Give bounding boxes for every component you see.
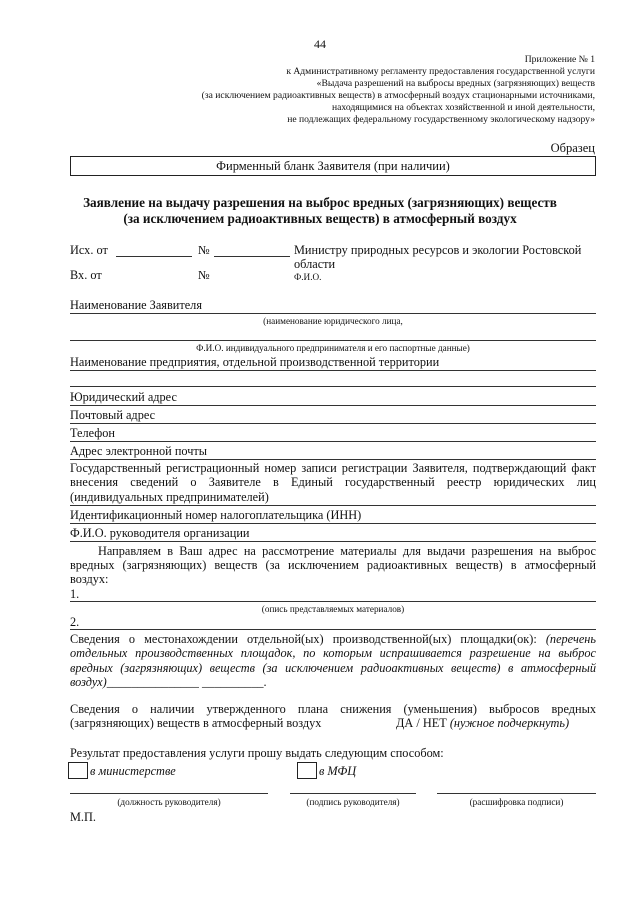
email-line[interactable] bbox=[70, 459, 596, 460]
page-number: 44 bbox=[314, 37, 326, 51]
director-line[interactable] bbox=[70, 541, 596, 542]
location-tail-italic: воздух) bbox=[70, 675, 107, 689]
materials-item-1: 1. bbox=[70, 587, 80, 601]
outgoing-date-line[interactable] bbox=[116, 256, 192, 257]
plan-text-line2: (загрязняющих) веществ в атмосферный воздух bbox=[70, 716, 322, 730]
outgoing-label: Исх. от bbox=[70, 243, 108, 257]
materials-item-2: 2. bbox=[70, 615, 80, 629]
location-text bbox=[70, 632, 596, 675]
decoding-hint: (расшифровка подписи) bbox=[469, 797, 564, 807]
outgoing-number-line[interactable] bbox=[214, 256, 290, 257]
applicant-name-line[interactable] bbox=[70, 313, 596, 314]
enterprise-name-label: Наименование предприятия, отдельной производственной территории bbox=[70, 355, 440, 369]
plan-options bbox=[396, 716, 569, 731]
ministry-checkbox[interactable] bbox=[68, 762, 88, 779]
enterprise-name-line-2[interactable] bbox=[70, 386, 596, 387]
appendix-line: (за исключением радиоактивных веществ) в атмосферный воздух стационарными источниками, bbox=[201, 90, 595, 101]
request-text: Направляем в Ваш адрес на рассмотрение материалы для выдачи разрешения на выброс вредных (загрязняющих) веществ (за исключением радиоактивных веществ) в атмосферный bbox=[70, 544, 596, 573]
letterhead-box: Фирменный бланк Заявителя (при наличии) bbox=[70, 156, 596, 176]
materials-hint: (опись представляемых материалов) bbox=[261, 604, 405, 614]
mfc-checkbox[interactable] bbox=[297, 762, 317, 779]
addressee-fio: Ф.И.О. bbox=[294, 272, 322, 282]
form-title: Заявление на выдачу разрешения на выброс вредных (загрязняющих) веществ bbox=[83, 195, 557, 210]
location-tail-blank[interactable]: _______________ __________. bbox=[106, 675, 267, 689]
ministry-option-label: в министерстве bbox=[90, 764, 176, 778]
location-lead: Сведения о местонахождении отдельной(ых) производственной(ых) площадки(ок): bbox=[70, 632, 537, 646]
appendix-line: «Выдача разрешений на выбросы вредных (загрязняющих) веществ bbox=[316, 78, 595, 89]
request-text-tail: воздух: bbox=[70, 572, 109, 586]
appendix-line: не подлежащих федеральному государственному экологическому надзору» bbox=[287, 114, 595, 125]
plan-text: Сведения о наличии утвержденного плана снижения (уменьшения) выбросов вредных bbox=[70, 702, 596, 716]
appendix-line: к Административному регламенту предоставления государственной услуги bbox=[286, 66, 595, 77]
decoding-line[interactable] bbox=[437, 793, 596, 794]
mfc-option-label: в МФЦ bbox=[319, 764, 357, 778]
signature-hint: (подпись руководителя) bbox=[306, 797, 400, 807]
reg-number-label: Государственный регистрационный номер записи регистрации Заявителя, подтверждающий факт внесения сведений о Заявителе в Единый государственный реестр юридических лиц bbox=[70, 461, 596, 490]
appendix-line: находящимися на объектах хозяйственной и иной деятельности, bbox=[332, 102, 595, 113]
addressee-line2: области bbox=[294, 257, 336, 271]
seal-label: М.П. bbox=[70, 810, 96, 824]
outgoing-no-label: № bbox=[198, 243, 210, 257]
phone-line[interactable] bbox=[70, 441, 596, 442]
signature-line[interactable] bbox=[290, 793, 416, 794]
plan-options-yes-no[interactable]: ДА / НЕТ bbox=[396, 716, 447, 730]
incoming-no-label: № bbox=[198, 268, 210, 282]
plan-options-hint: (нужное подчеркнуть) bbox=[449, 716, 570, 730]
applicant-name-label: Наименование Заявителя bbox=[70, 298, 202, 312]
director-label: Ф.И.О. руководителя организации bbox=[70, 526, 250, 540]
postal-address-line[interactable] bbox=[70, 423, 596, 424]
applicant-passport-line[interactable] bbox=[70, 340, 596, 341]
applicant-hint-2: Ф.И.О. индивидуального предпринимателя и его паспортные данные) bbox=[196, 343, 470, 353]
phone-label: Телефон bbox=[70, 426, 115, 440]
appendix-line: Приложение № 1 bbox=[524, 54, 595, 65]
materials-line-2[interactable] bbox=[70, 629, 596, 630]
postal-address-label: Почтовый адрес bbox=[70, 408, 156, 422]
legal-address-line[interactable] bbox=[70, 405, 596, 406]
incoming-label: Вх. от bbox=[70, 268, 102, 282]
sample-label: Образец bbox=[550, 141, 595, 155]
applicant-hint: (наименование юридического лица, bbox=[263, 316, 403, 326]
inn-label: Идентификационный номер налогоплательщика (ИНН) bbox=[70, 508, 362, 522]
position-line[interactable] bbox=[70, 793, 268, 794]
result-label: Результат предоставления услуги прошу выдать следующим способом: bbox=[70, 746, 444, 760]
inn-line[interactable] bbox=[70, 523, 596, 524]
enterprise-name-line[interactable] bbox=[70, 370, 596, 371]
location-italic: (перечень отдельных производственных площадок, по которым испрашивается разрешение на выброс вредных (загрязняющих) веществ (за исключением радиоактивных веществ) в атмосферный bbox=[70, 632, 596, 675]
location-tail bbox=[70, 675, 267, 690]
addressee-line1: Министру природных ресурсов и экологии Ростовской bbox=[294, 243, 582, 257]
legal-address-label: Юридический адрес bbox=[70, 390, 177, 404]
form-title-line2: (за исключением радиоактивных веществ) в атмосферный воздух bbox=[123, 211, 517, 226]
reg-number-label-tail: (индивидуальных предпринимателей) bbox=[70, 490, 269, 504]
email-label: Адрес электронной почты bbox=[70, 444, 208, 458]
reg-number-line[interactable] bbox=[70, 505, 596, 506]
position-hint: (должность руководителя) bbox=[117, 797, 221, 807]
materials-line-1[interactable] bbox=[70, 601, 596, 602]
